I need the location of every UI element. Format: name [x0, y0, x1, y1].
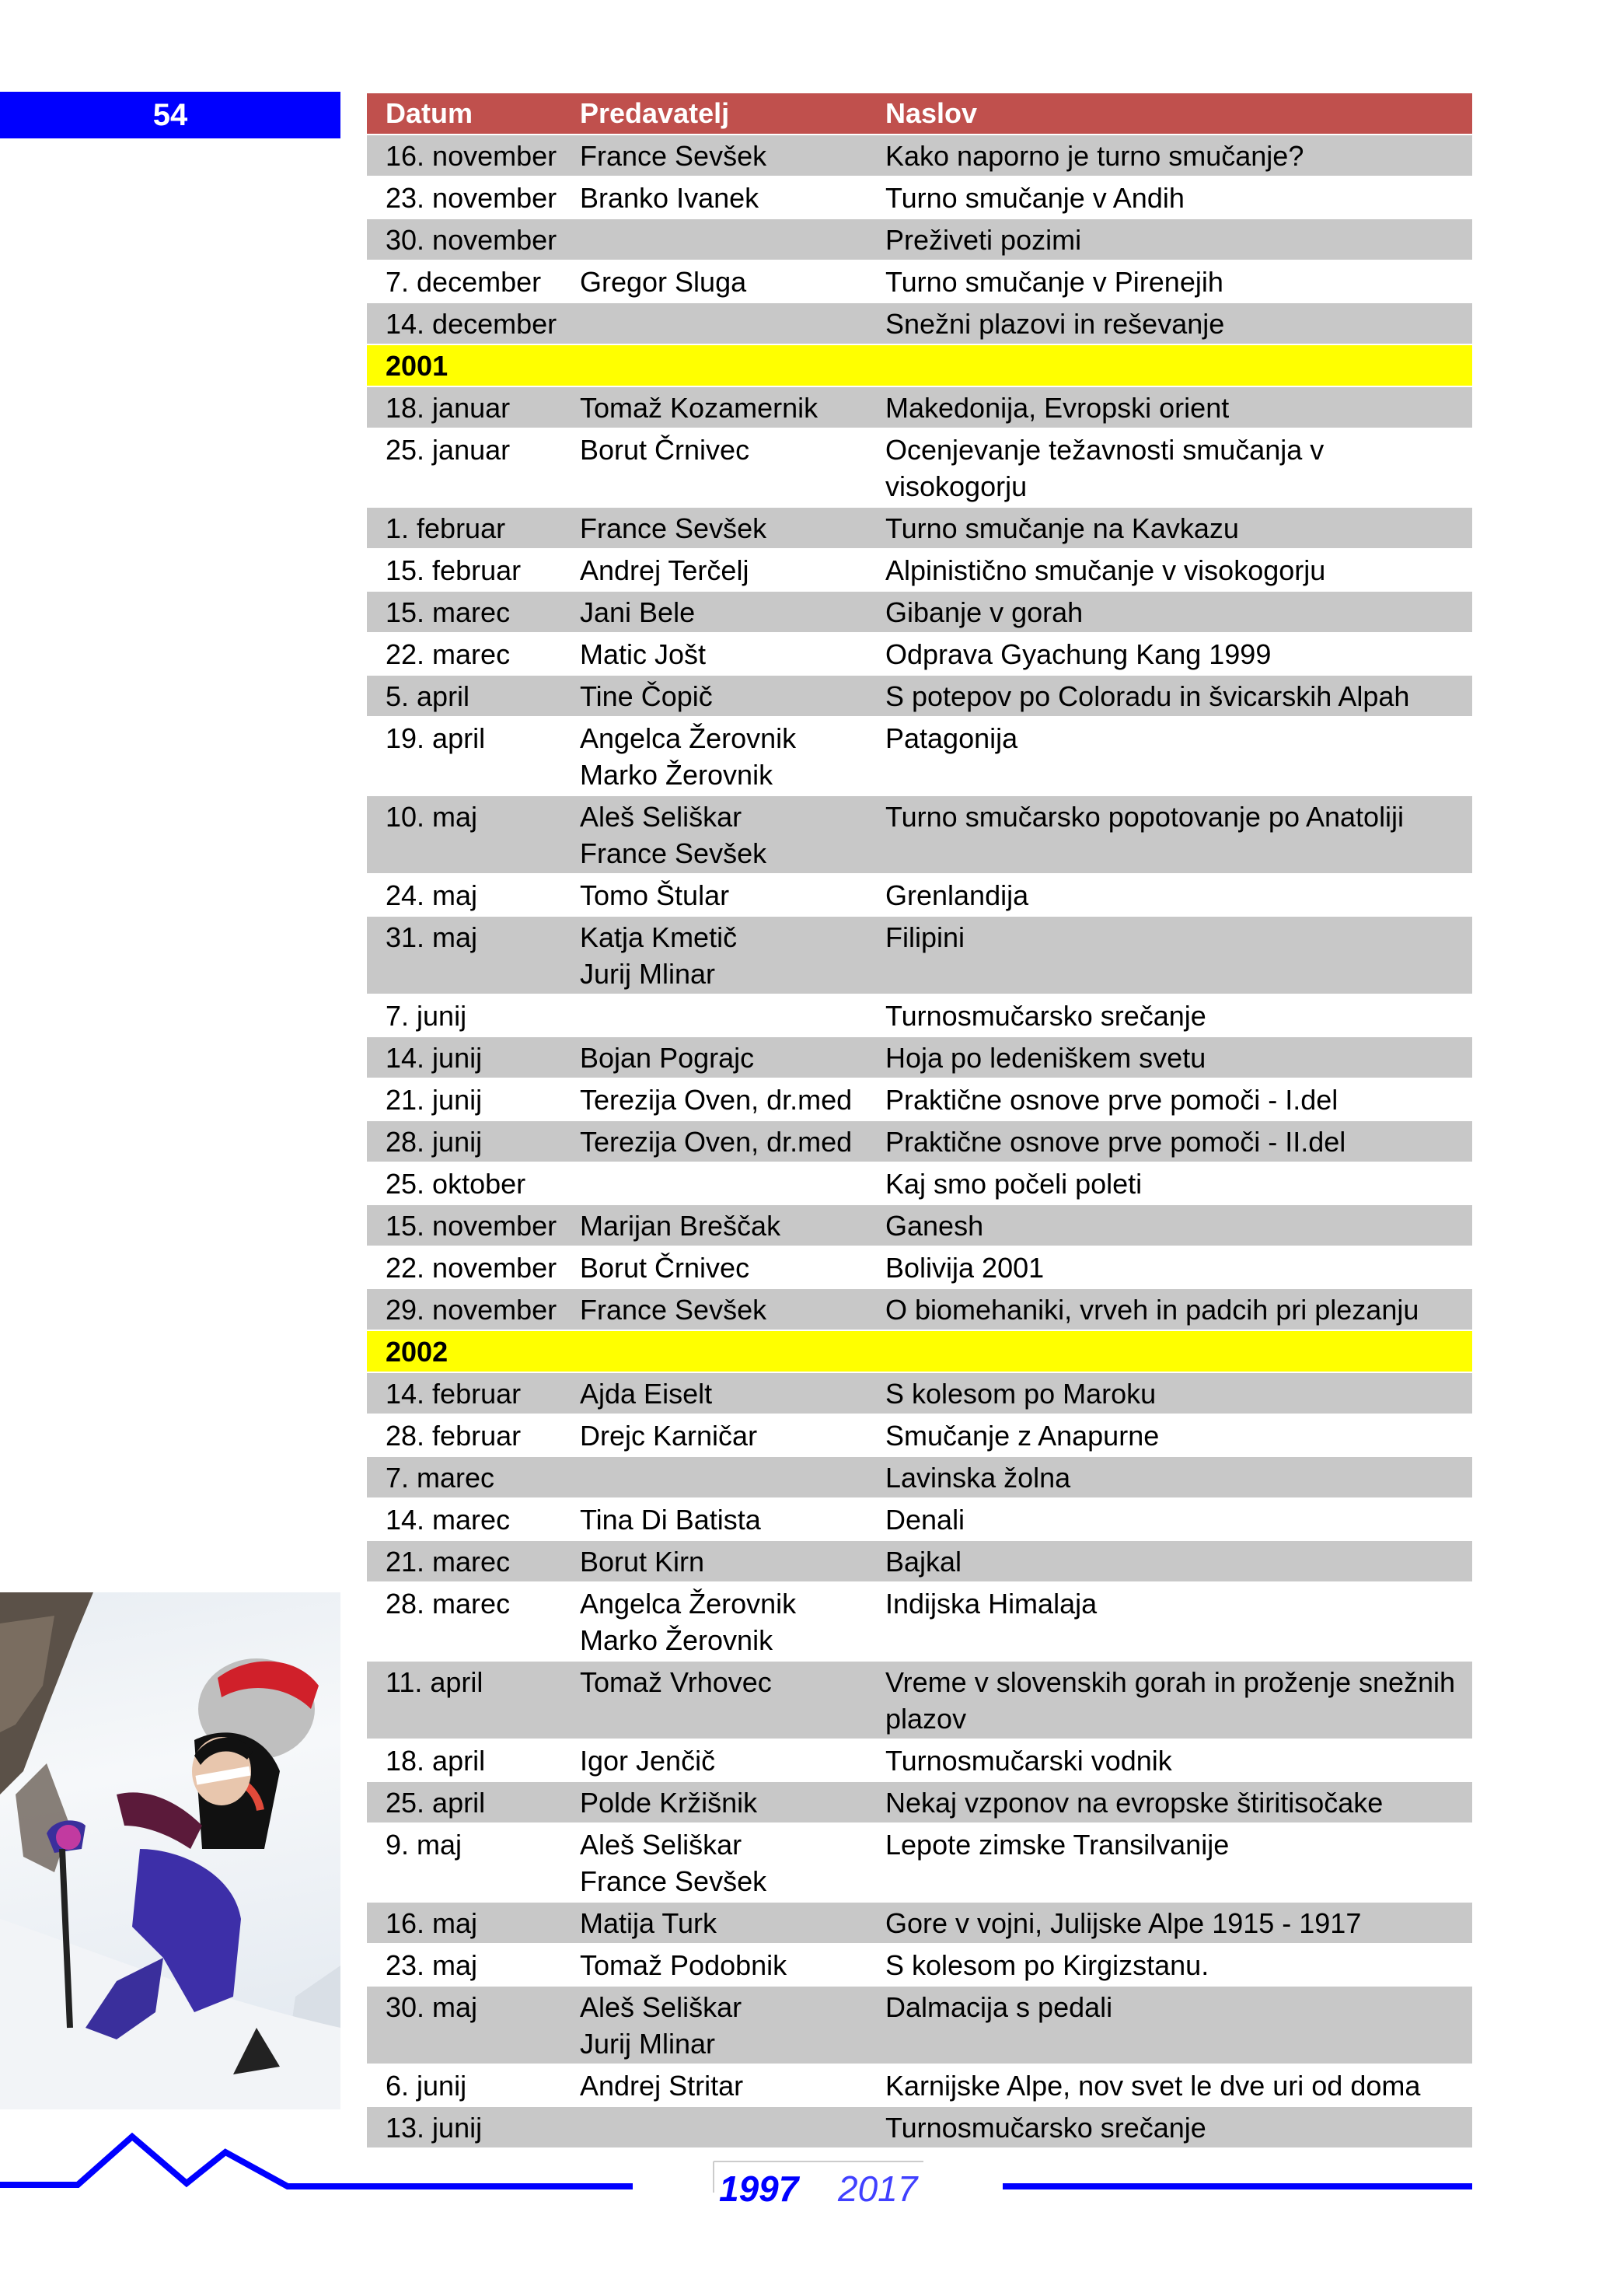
table-row: [367, 1205, 1472, 1246]
date-cell: 11. april: [367, 1662, 561, 1739]
title-cell: [867, 1331, 1472, 1372]
table-row: [367, 1903, 1472, 1943]
date-cell: 14. februar: [367, 1373, 561, 1414]
speaker-cell: Tomaž Vrhovec: [561, 1662, 867, 1739]
table-row: [367, 1289, 1472, 1330]
speaker-cell: Drejc Karničar: [561, 1415, 867, 1456]
speaker-cell: Borut Črnivec: [561, 1247, 867, 1288]
date-cell: 21. marec: [367, 1541, 561, 1581]
date-cell: 7. december: [367, 261, 561, 302]
speaker-cell: Aleš Seliškar France Sevšek: [561, 796, 867, 873]
table-row: [367, 387, 1472, 428]
speaker-cell: Bojan Pograjc: [561, 1037, 867, 1078]
page-number-bar: [0, 92, 340, 138]
speaker-cell: [561, 1163, 867, 1204]
date-cell: 25. januar: [367, 429, 561, 506]
table-row: [367, 261, 1472, 302]
table-row: [367, 1662, 1472, 1739]
table-row: [367, 177, 1472, 218]
table-row: [367, 1583, 1472, 1660]
table-row: [367, 1945, 1472, 1985]
title-cell: S potepov po Coloradu in švicarskih Alpah: [867, 676, 1472, 716]
header-date: Datum: [367, 93, 561, 134]
speaker-cell: Matija Turk: [561, 1903, 867, 1943]
table-row: [367, 1247, 1472, 1288]
table-row: [367, 1373, 1472, 1414]
title-cell: Gibanje v gorah: [867, 592, 1472, 632]
date-cell: 28. februar: [367, 1415, 561, 1456]
speaker-cell: Terezija Oven, dr.med: [561, 1121, 867, 1162]
speaker-cell: [561, 219, 867, 260]
speaker-cell: Aleš Seliškar France Sevšek: [561, 1824, 867, 1901]
speaker-cell: Aleš Seliškar Jurij Mlinar: [561, 1987, 867, 2064]
date-cell: 22. marec: [367, 634, 561, 674]
table-row: [367, 1415, 1472, 1456]
table-row: [367, 1740, 1472, 1781]
title-cell: Turno smučarsko popotovanje po Anatoliji: [867, 796, 1472, 873]
title-cell: Ocenjevanje težavnosti smučanja v visokogorju: [867, 429, 1472, 506]
title-cell: Praktične osnove prve pomoči - I.del: [867, 1079, 1472, 1120]
date-cell: 31. maj: [367, 917, 561, 994]
climber-photo: [0, 1592, 340, 2109]
date-cell: 25. oktober: [367, 1163, 561, 1204]
title-cell: Bajkal: [867, 1541, 1472, 1581]
table-row: [367, 1457, 1472, 1497]
speaker-cell: Polde Kržišnik: [561, 1782, 867, 1822]
speaker-cell: Tomaž Kozamernik: [561, 387, 867, 428]
speaker-cell: Jani Bele: [561, 592, 867, 632]
table-row: [367, 1037, 1472, 1078]
speaker-cell: Tomaž Podobnik: [561, 1945, 867, 1985]
title-cell: Makedonija, Evropski orient: [867, 387, 1472, 428]
title-cell: Karnijske Alpe, nov svet le dve uri od doma: [867, 2065, 1472, 2106]
table-row: [367, 303, 1472, 344]
title-cell: Turno smučanje na Kavkazu: [867, 508, 1472, 548]
table-row: [367, 1824, 1472, 1901]
title-cell: Lavinska žolna: [867, 1457, 1472, 1497]
date-cell: 13. junij: [367, 2107, 561, 2147]
speaker-cell: Terezija Oven, dr.med: [561, 1079, 867, 1120]
speaker-cell: Angelca Žerovnik Marko Žerovnik: [561, 718, 867, 795]
title-cell: Dalmacija s pedali: [867, 1987, 1472, 2064]
date-cell: 15. marec: [367, 592, 561, 632]
table-row: [367, 1541, 1472, 1581]
date-cell: 16. maj: [367, 1903, 561, 1943]
date-cell: 21. junij: [367, 1079, 561, 1120]
speaker-cell: France Sevšek: [561, 508, 867, 548]
page-number: 54: [152, 97, 188, 132]
title-cell: Alpinistično smučanje v visokogorju: [867, 550, 1472, 590]
date-cell: 14. junij: [367, 1037, 561, 1078]
title-cell: Filipini: [867, 917, 1472, 994]
date-cell: 1. februar: [367, 508, 561, 548]
title-cell: O biomehaniki, vrveh in padcih pri plezanju: [867, 1289, 1472, 1330]
climber-illustration: [0, 1592, 340, 2109]
speaker-cell: [561, 1457, 867, 1497]
speaker-cell: Angelca Žerovnik Marko Žerovnik: [561, 1583, 867, 1660]
speaker-cell: Borut Črnivec: [561, 429, 867, 506]
table-row: [367, 1499, 1472, 1539]
speaker-cell: Tomo Štular: [561, 875, 867, 915]
table-row: [367, 995, 1472, 1036]
title-cell: Turnosmučarski vodnik: [867, 1740, 1472, 1781]
speaker-cell: Tine Čopič: [561, 676, 867, 716]
year-row: [367, 1331, 1472, 1372]
title-cell: Praktične osnove prve pomoči - II.del: [867, 1121, 1472, 1162]
title-cell: Turno smučanje v Pirenejih: [867, 261, 1472, 302]
header-speaker: Predavatelj: [561, 93, 867, 134]
date-cell: 2002: [367, 1331, 561, 1372]
table-row: [367, 1987, 1472, 2064]
date-cell: 7. junij: [367, 995, 561, 1036]
title-cell: Odprava Gyachung Kang 1999: [867, 634, 1472, 674]
footer-year-end: 2017: [838, 2168, 918, 2209]
table-row: [367, 550, 1472, 590]
footer-mountain-line: [0, 2130, 1616, 2193]
title-cell: Smučanje z Anapurne: [867, 1415, 1472, 1456]
speaker-cell: Matic Jošt: [561, 634, 867, 674]
speaker-cell: Marijan Breščak: [561, 1205, 867, 1246]
table-row: [367, 1782, 1472, 1822]
title-cell: Grenlandija: [867, 875, 1472, 915]
table-row: [367, 135, 1472, 176]
title-cell: Patagonija: [867, 718, 1472, 795]
table-row: [367, 429, 1472, 506]
date-cell: 2001: [367, 345, 561, 386]
title-cell: Turnosmučarsko srečanje: [867, 995, 1472, 1036]
date-cell: 10. maj: [367, 796, 561, 873]
date-cell: 19. april: [367, 718, 561, 795]
title-cell: Turnosmučarsko srečanje: [867, 2107, 1472, 2147]
table-header-row: [367, 93, 1472, 134]
speaker-cell: Andrej Terčelj: [561, 550, 867, 590]
header-title: Naslov: [867, 93, 1472, 134]
speaker-cell: Branko Ivanek: [561, 177, 867, 218]
date-cell: 28. marec: [367, 1583, 561, 1660]
date-cell: 18. april: [367, 1740, 561, 1781]
date-cell: 9. maj: [367, 1824, 561, 1901]
speaker-cell: France Sevšek: [561, 1289, 867, 1330]
date-cell: 5. april: [367, 676, 561, 716]
title-cell: Indijska Himalaja: [867, 1583, 1472, 1660]
table-row: [367, 592, 1472, 632]
date-cell: 22. november: [367, 1247, 561, 1288]
date-cell: 23. november: [367, 177, 561, 218]
title-cell: S kolesom po Maroku: [867, 1373, 1472, 1414]
date-cell: 14. december: [367, 303, 561, 344]
table-row: [367, 634, 1472, 674]
speaker-cell: [561, 995, 867, 1036]
table-row: [367, 917, 1472, 994]
date-cell: 7. marec: [367, 1457, 561, 1497]
footer-year-start: 1997: [719, 2168, 799, 2209]
date-cell: 30. november: [367, 219, 561, 260]
title-cell: Preživeti pozimi: [867, 219, 1472, 260]
table-row: [367, 718, 1472, 795]
title-cell: Bolivija 2001: [867, 1247, 1472, 1288]
title-cell: Vreme v slovenskih gorah in proženje snežnih plazov: [867, 1662, 1472, 1739]
title-cell: Snežni plazovi in reševanje: [867, 303, 1472, 344]
date-cell: 30. maj: [367, 1987, 561, 2064]
date-cell: 23. maj: [367, 1945, 561, 1985]
title-cell: Nekaj vzponov na evropske štiritisočake: [867, 1782, 1472, 1822]
table-row: [367, 875, 1472, 915]
date-cell: 18. januar: [367, 387, 561, 428]
title-cell: Kaj smo počeli poleti: [867, 1163, 1472, 1204]
date-cell: 28. junij: [367, 1121, 561, 1162]
table-row: [367, 1121, 1472, 1162]
date-cell: 16. november: [367, 135, 561, 176]
title-cell: [867, 345, 1472, 386]
date-cell: 24. maj: [367, 875, 561, 915]
table-row: [367, 1163, 1472, 1204]
speaker-cell: [561, 303, 867, 344]
date-cell: 15. februar: [367, 550, 561, 590]
speaker-cell: Gregor Sluga: [561, 261, 867, 302]
speaker-cell: [561, 1331, 867, 1372]
table-row: [367, 2065, 1472, 2106]
title-cell: Ganesh: [867, 1205, 1472, 1246]
title-cell: Turno smučanje v Andih: [867, 177, 1472, 218]
title-cell: Denali: [867, 1499, 1472, 1539]
speaker-cell: France Sevšek: [561, 135, 867, 176]
date-cell: 6. junij: [367, 2065, 561, 2106]
year-row: [367, 345, 1472, 386]
speaker-cell: Igor Jenčič: [561, 1740, 867, 1781]
title-cell: Hoja po ledeniškem svetu: [867, 1037, 1472, 1078]
date-cell: 15. november: [367, 1205, 561, 1246]
table-row: [367, 508, 1472, 548]
speaker-cell: Katja Kmetič Jurij Mlinar: [561, 917, 867, 994]
table-row: [367, 1079, 1472, 1120]
speaker-cell: Tina Di Batista: [561, 1499, 867, 1539]
title-cell: Gore v vojni, Julijske Alpe 1915 - 1917: [867, 1903, 1472, 1943]
speaker-cell: [561, 345, 867, 386]
title-cell: Lepote zimske Transilvanije: [867, 1824, 1472, 1901]
speaker-cell: Ajda Eiselt: [561, 1373, 867, 1414]
date-cell: 25. april: [367, 1782, 561, 1822]
date-cell: 29. november: [367, 1289, 561, 1330]
date-cell: 14. marec: [367, 1499, 561, 1539]
speaker-cell: Borut Kirn: [561, 1541, 867, 1581]
speaker-cell: Andrej Stritar: [561, 2065, 867, 2106]
title-cell: Kako naporno je turno smučanje?: [867, 135, 1472, 176]
table-row: [367, 796, 1472, 873]
lecture-schedule-table: [367, 92, 1472, 2149]
table-row: [367, 219, 1472, 260]
title-cell: S kolesom po Kirgizstanu.: [867, 1945, 1472, 1985]
table-row: [367, 676, 1472, 716]
